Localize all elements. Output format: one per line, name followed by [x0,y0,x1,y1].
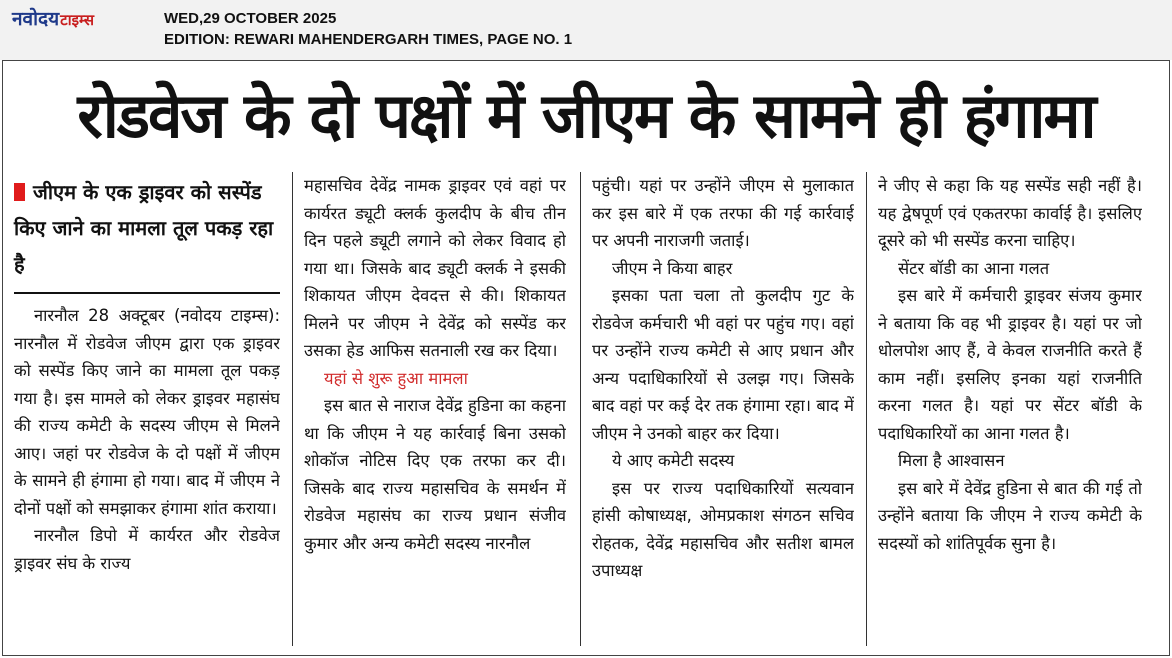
col1-paragraph-1: नारनौल 28 अक्टूबर (नवोदय टाइम्स): नारनौल में रोडवेज जीएम द्वारा एक ड्राइवर को सस्पेंड किए जाने का मामला तूल पकड़ गया है। इस मामले को लेकर ड्राइवर महासंघ की राज्य कमेटी के सदस्य जीएम से मिलने आए। जहां पर रोडवेज के दो पक्षों में जीएम के सामने ही हंगामा हो गया। बाद में जीएम ने दोनों पक्षों को समझाकर हंगामा शांत कराया। [14,306,280,518]
col4-subheading-1: सेंटर बॉडी का आना गलत [898,258,1050,278]
red-bullet-icon [14,183,25,201]
edition-meta [164,8,572,50]
col4-paragraph-3: इस बारे में देवेंद्र हुडिना से बात की गई तो उन्होंने बताया कि जीएम ने राज्य कमेटी के सदस्यों को शांतिपूर्वक सुना है। [878,478,1142,553]
col4-subheading-2: मिला है आश्वासन [898,451,1005,470]
col4-paragraph-1: ने जीए से कहा कि यह सस्पेंड सही नहीं है। यह द्वेषपूर्ण एवं एकतरफा कार्वाई है। इसलिए दूसरे को भी सस्पेंड करना चाहिए। [878,176,1142,250]
newspaper-logo [12,10,94,29]
column-divider [866,172,867,646]
col2-paragraph-1: महासचिव देवेंद्र नामक ड्राइवर एवं वहां पर कार्यरत ड्यूटी क्लर्क कुलदीप के बीच तीन दिन पहले ड्यूटी लगाने को लेकर विवाद हो गया था। जिसके बाद ड्यूटी क्लर्क ने इसकी शिकायत जीएम देवदत्त से की। शिकायत मिलने पर जीएम ने देवेंद्र को सस्पेंड कर उसका हेड आफिस सतनाली रख कर दिया। [304,176,566,360]
article-column-3 [592,172,854,648]
column-divider [292,172,293,646]
col1-paragraph-2: नारनौल डिपो में कार्यरत और रोडवेज ड्राइवर संघ के राज्य [14,526,280,573]
deck-divider [14,292,280,294]
deck-text: जीएम के एक ड्राइवर को सस्पेंड किए जाने का मामला तूल पकड़ रहा है [14,180,274,276]
logo-hindi-text: नवोदय [12,8,60,30]
col3-paragraph-2: इसका पता चला तो कुलदीप गुट के रोडवेज कर्मचारी भी वहां पर पहुंच गए। वहां पर उन्होंने राज्य कमेटी से आए प्रधान और अन्य पदाधिकारियों से उलझ गए। जिसके बाद वहां पर कई देर तक हंगामा रहा। बाद में जीएम ने उनको बाहर कर दिया। [592,286,854,443]
edition-header-bar [0,0,1172,60]
column-divider [580,172,581,646]
date-line: WED,29 OCTOBER 2025 [164,10,337,27]
article-column-4 [878,172,1142,648]
article-deck [14,174,280,282]
col3-paragraph-3: इस पर राज्य पदाधिकारियों सत्यवान हांसी कोषाध्यक्ष, ओमप्रकाश संगठन सचिव रोहतक, देवेंद्र महासचिव और सतीश बामल उपाध्यक्ष [592,478,854,580]
col2-paragraph-2: इस बात से नाराज देवेंद्र हुडिना का कहना था कि जीएम ने यह कार्रवाई बिना उसको शोकॉज नोटिस दिए एक तरफा कर दी। जिसके बाद राज्य महासचिव के समर्थन में रोडवेज महासंघ का राज्य प्रधान संजीव कुमार और अन्य कमेटी सदस्य नारनौल [304,396,566,553]
col4-paragraph-2: इस बारे में कर्मचारी ड्राइवर संजय कुमार ने बताया कि वह भी ड्राइवर है। यहां पर जो धोलपोश आए हैं, वे केवल राजनीति करते हैं काम नहीं। इसलिए इनका यहां राजनीति करना गलत है। यहां पर सेंटर बॉडी के पदाधिकारियों का आना गलत है। [878,286,1142,443]
article-column-1 [14,302,280,648]
edition-line: EDITION: REWARI MAHENDERGARH TIMES, PAGE NO. 1 [164,31,573,48]
logo-times-text: टाइम्स [60,11,94,29]
article-column-2 [304,172,566,648]
col3-paragraph-1: पहुंची। यहां पर उन्होंने जीएम से मुलाकात कर इस बारे में एक तरफा की गई कार्रवाई पर अपनी नाराजगी जताई। [592,176,854,250]
col3-subheading-1: जीएम ने किया बाहर [612,258,733,278]
article-headline: रोडवेज के दो पक्षों में जीएम के सामने ही हंगामा [77,79,1095,152]
col2-subheading: यहां से शुरू हुआ मामला [324,368,468,388]
col3-subheading-2: ये आए कमेटी सदस्य [612,451,735,470]
